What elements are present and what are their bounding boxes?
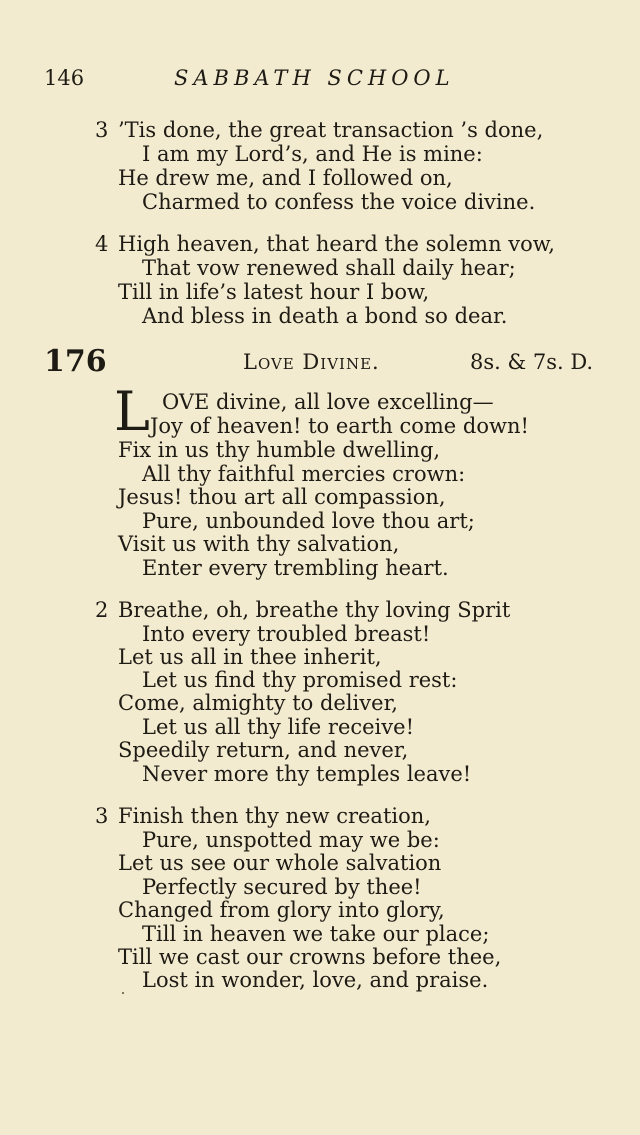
verse-line: Till in life’s latest hour I bow,	[118, 280, 430, 304]
verse-line: OVE divine, all love excelling—	[162, 390, 494, 414]
stanza-number: 3	[95, 118, 109, 142]
verse-line: Let us all thy life receive!	[142, 715, 415, 739]
verse-line: Joy of heaven! to earth come down!	[150, 414, 529, 438]
verse-line: Speedily return, and never,	[118, 738, 409, 762]
hymn-meter: 8s. & 7s. D.	[470, 350, 594, 374]
verse-line: Let us all in thee inherit,	[118, 645, 382, 669]
stanza-number: 3	[95, 804, 109, 828]
verse-line: Changed from glory into glory,	[118, 898, 445, 922]
stanza-number: 4	[95, 232, 109, 256]
verse-line: Finish then thy new creation,	[118, 804, 431, 828]
verse-line: Enter every trembling heart.	[142, 556, 449, 580]
verse-line: Till in heaven we take our place;	[142, 922, 490, 946]
verse-line: Let us find thy promised rest:	[142, 668, 458, 692]
verse-line: Never more thy temples leave!	[142, 762, 472, 786]
verse-line: Charmed to confess the voice divine.	[142, 190, 536, 214]
verse-line: Breathe, oh, breathe thy loving Sprit	[118, 598, 511, 622]
verse-line: ’Tis done, the great transaction ’s done,	[118, 118, 544, 142]
verse-line: High heaven, that heard the solemn vow,	[118, 232, 555, 256]
verse-line: Till we cast our crowns before thee,	[118, 945, 502, 969]
verse-line: Visit us with thy salvation,	[118, 532, 400, 556]
verse-line: And bless in death a bond so dear.	[142, 304, 508, 328]
verse-line: Let us see our whole salvation	[118, 851, 442, 875]
hymn-title: Love Divine.	[243, 350, 380, 374]
page-number: 146	[44, 66, 85, 90]
page-header	[44, 66, 604, 98]
verse-line: Pure, unspotted may we be:	[142, 828, 440, 852]
verse-line: I am my Lord’s, and He is mine:	[142, 142, 483, 166]
print-speck	[122, 992, 124, 994]
verse-line: Lost in wonder, love, and praise.	[142, 968, 489, 992]
verse-line: Into every troubled breast!	[142, 622, 431, 646]
verse-line: Perfectly secured by thee!	[142, 875, 422, 899]
running-title: SABBATH SCHOOL	[174, 66, 455, 90]
verse-line: That vow renewed shall daily hear;	[142, 256, 516, 280]
verse-line: Come, almighty to deliver,	[118, 691, 398, 715]
verse-line: All thy faithful mercies crown:	[142, 462, 466, 486]
verse-line: Pure, unbounded love thou art;	[142, 509, 475, 533]
verse-line: Fix in us thy humble dwelling,	[118, 438, 441, 462]
verse-line: Jesus! thou art all compassion,	[118, 485, 446, 509]
hymn-number: 176	[44, 344, 107, 379]
verse-line: He drew me, and I followed on,	[118, 166, 453, 190]
stanza-number: 2	[95, 598, 109, 622]
drop-cap: L	[114, 380, 150, 443]
